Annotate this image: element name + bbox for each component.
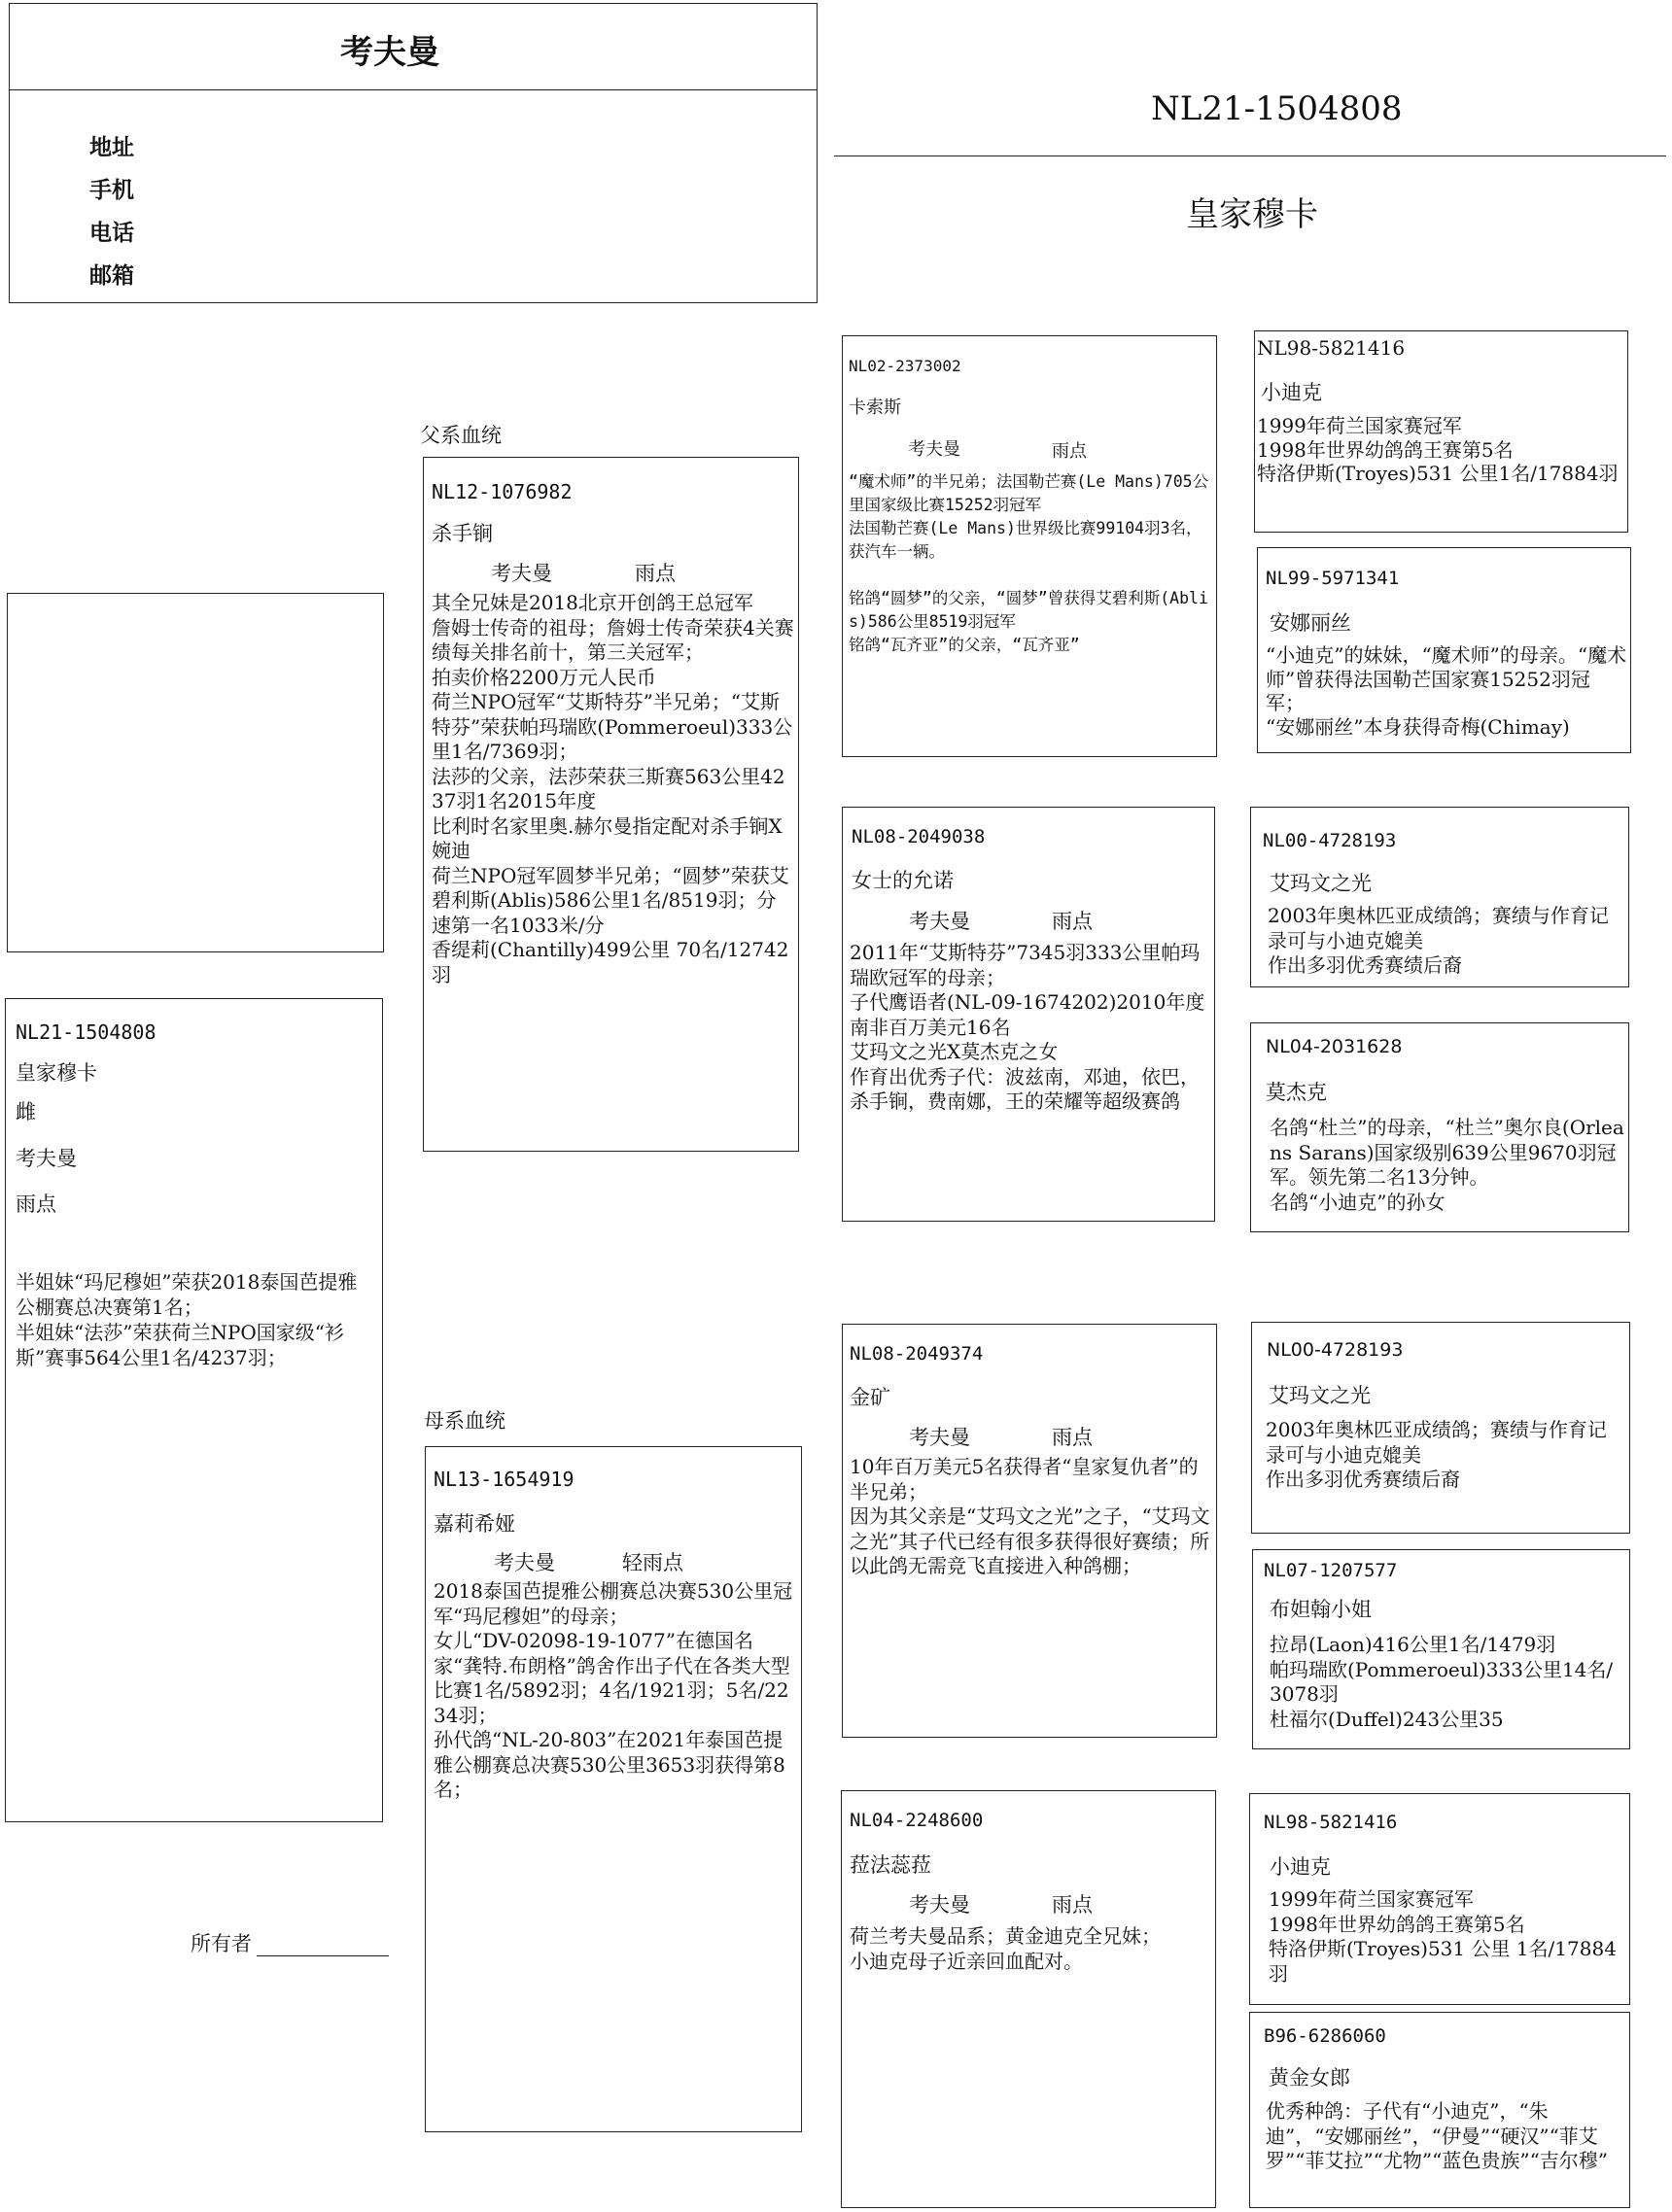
contact-email-label: 邮箱: [89, 263, 134, 289]
dss-notes: 2003年奥林匹亚成绩鸽；赛绩与作育记录可与小迪克媲美 作出多羽优秀赛绩后裔: [1266, 1418, 1607, 1491]
ssd-name: 安娜丽丝: [1270, 611, 1351, 635]
dds-notes: 1999年荷兰国家赛冠军 1998年世界幼鸽鸽王赛第5名 特洛伊斯(Troyes)531 公里 1名/17884羽: [1269, 1887, 1617, 1986]
subject-sex: 雌: [16, 1100, 36, 1123]
dsd-notes: 拉昂(Laon)416公里1名/1479羽 帕玛瑞欧(Pommeroeul)333公里14名/3078羽 杜福尔(Duffel)243公里35: [1270, 1633, 1614, 1731]
sd-strain: 考夫曼: [909, 910, 970, 933]
dam-line-label: 母系血统: [424, 1409, 505, 1433]
ds-notes: 10年百万美元5名获得者“皇家复仇者”的半兄弟； 因为其父亲是“艾玛文之光”之子，“艾玛文之光”其子代已经有很多获得很好赛绩；所以此鸽无需竞飞直接进入种鸽棚；: [850, 1455, 1210, 1577]
dd-name: 菈法蕊菈: [850, 1853, 931, 1877]
ds-strain: 考夫曼: [909, 1426, 970, 1449]
sd-notes: 2011年“艾斯特芬”7345羽333公里帕玛瑞欧冠军的母亲； 子代鹰语者(NL-09-1674202)2010年度南非百万美元16名 艾玛文之光X莫杰克之女 作育出优秀子代：波兹南，邓迪，依巴，杀手锏，费南娜，王的荣耀等超级赛鸽: [850, 941, 1205, 1113]
sire-name: 杀手锏: [432, 522, 493, 545]
ss-notes: “魔术师”的半兄弟；法国勒芒赛(Le Mans)705公里国家级比赛15252羽冠军 法国勒芒赛(Le Mans)世界级比赛99104羽3名，获汽车一辆。 铭鸽“圆梦”的父亲，“圆梦”曾获得艾碧利斯(Ablis)586公里8519羽冠军 铭鸽“瓦齐亚”的父亲，“瓦齐亚”: [849, 472, 1209, 654]
ds-name: 金矿: [850, 1386, 890, 1409]
dam-name: 嘉莉希娅: [434, 1512, 515, 1536]
breeder-name: 考夫曼: [340, 33, 439, 72]
dd-color: 雨点: [1052, 1893, 1093, 1917]
sire-ring: NL12-1076982: [432, 480, 573, 503]
sdd-ring: NL04-2031628: [1266, 1036, 1403, 1057]
sdd-notes: 名鸽“杜兰”的母亲，“杜兰”奥尔良(Orleans Sarans)国家级别639公里9670羽冠军。领先第二名13分钟。 名鸽“小迪克”的孙女: [1270, 1116, 1624, 1214]
subject-name: 皇家穆卡: [16, 1061, 97, 1085]
sds-name: 艾玛文之光: [1270, 872, 1372, 895]
ssd-ring: NL99-5971341: [1266, 568, 1400, 589]
ss-color: 雨点: [1052, 441, 1087, 462]
ss-strain: 考夫曼: [908, 439, 960, 460]
dds-ring: NL98-5821416: [1264, 1812, 1398, 1833]
dd-strain: 考夫曼: [909, 1893, 970, 1917]
sd-name: 女士的允诺: [852, 869, 954, 892]
ssd-notes: “小迪克”的妹妹，“魔术师”的母亲。“魔术师”曾获得法国勒芒国家赛15252羽冠军； “安娜丽丝”本身获得奇梅(Chimay): [1266, 643, 1627, 739]
subject-color: 雨点: [16, 1192, 56, 1216]
dam-notes: 2018泰国芭提雅公棚赛总决赛530公里冠军“玛尼穆妲”的母亲； 女儿“DV-02098-19-1077”在德国名家“龚特.布朗格”鸽舍作出子代在各类大型比赛1名/5892羽；4名/1921羽；5名/2234羽； 孙代鸽“NL-20-803”在2021年泰国芭提雅公棚赛总决赛530公里3653羽获得第8名；: [434, 1579, 793, 1801]
sdd-name: 莫杰克: [1266, 1081, 1327, 1104]
dd-ring: NL04-2248600: [850, 1810, 984, 1831]
subject-box: [5, 998, 383, 1822]
ddd-name: 黄金女郎: [1269, 2066, 1350, 2090]
sss-name: 小迪克: [1261, 381, 1322, 404]
ss-ring: NL02-2373002: [849, 357, 961, 375]
contact-phone-label: 电话: [89, 221, 134, 246]
sds-notes: 2003年奥林匹亚成绩鸽；赛绩与作育记录可与小迪克媲美 作出多羽优秀赛绩后裔: [1268, 904, 1609, 977]
sd-ring: NL08-2049038: [852, 826, 986, 847]
ddd-notes: 优秀种鸽：子代有“小迪克”，“朱迪”，“安娜丽丝”，“伊曼”“硬汉”“菲艾罗”“菲艾拉”“尤物”“蓝色贵族”“吉尔穆”: [1266, 2099, 1609, 2172]
dd-notes: 荷兰考夫曼品系；黄金迪克全兄妹； 小迪克母子近亲回血配对。: [850, 1924, 1161, 1973]
sire-line-label: 父系血统: [420, 424, 502, 447]
dam-strain: 考夫曼: [494, 1551, 555, 1574]
dam-color: 轻雨点: [622, 1551, 683, 1574]
sds-ring: NL00-4728193: [1263, 830, 1397, 851]
sd-color: 雨点: [1052, 910, 1093, 933]
header-ring-number: NL21-1504808: [1151, 89, 1403, 128]
ss-name: 卡索斯: [849, 397, 901, 418]
dsd-name: 布妲翰小姐: [1270, 1598, 1372, 1621]
ds-ring: NL08-2049374: [850, 1343, 984, 1365]
ddd-ring: B96-6286060: [1264, 2025, 1386, 2047]
dss-ring: NL00-4728193: [1267, 1339, 1404, 1361]
sire-strain: 考夫曼: [491, 562, 552, 585]
dss-name: 艾玛文之光: [1269, 1384, 1371, 1407]
dds-name: 小迪克: [1270, 1855, 1331, 1879]
photo-box: [7, 593, 384, 952]
header-pigeon-name: 皇家穆卡: [1186, 195, 1318, 234]
subject-strain: 考夫曼: [16, 1147, 77, 1170]
sire-notes: 其全兄妹是2018北京开创鸽王总冠军 詹姆士传奇的祖母；詹姆士传奇荣获4关赛绩每关排名前十，第三关冠军； 拍卖价格2200万元人民币 荷兰NPO冠军“艾斯特芬”半兄弟；“艾斯特芬”荣获帕玛瑞欧(Pommeroeul)333公里1名/7369羽； 法莎的父亲，法莎荣获三斯赛563公里4237羽1名2015年度 比利时名家里奥.赫尔曼指定配对杀手锏X婉迪 荷兰NPO冠军圆梦半兄弟；“圆梦”荣获艾碧利斯(Ablis)586公里1名/8519羽；分速第一名1033米/分 香缇莉(Chantilly)499公里 70名/12742羽: [432, 591, 794, 986]
sss-notes: 1999年荷兰国家赛冠军 1998年世界幼鸽鸽王赛第5名 特洛伊斯(Troyes)531 公里1名/17884羽: [1257, 414, 1619, 485]
contact-address-label: 地址: [89, 135, 134, 160]
subject-notes: 半姐妹“玛尼穆妲”荣获2018泰国芭提雅公棚赛总决赛第1名； 半姐妹“法莎”荣获荷兰NPO国家级“衫斯”赛事564公里1名/4237羽；: [16, 1270, 358, 1369]
sss-ring: NL98-5821416: [1257, 336, 1406, 360]
ds-color: 雨点: [1052, 1426, 1093, 1449]
dam-ring: NL13-1654919: [434, 1468, 575, 1491]
dsd-ring: NL07-1207577: [1264, 1560, 1398, 1581]
contact-mobile-label: 手机: [89, 178, 134, 203]
owner-label: 所有者: [191, 1932, 252, 1955]
sire-color: 雨点: [635, 562, 676, 585]
subject-ring: NL21-1504808: [16, 1020, 157, 1044]
